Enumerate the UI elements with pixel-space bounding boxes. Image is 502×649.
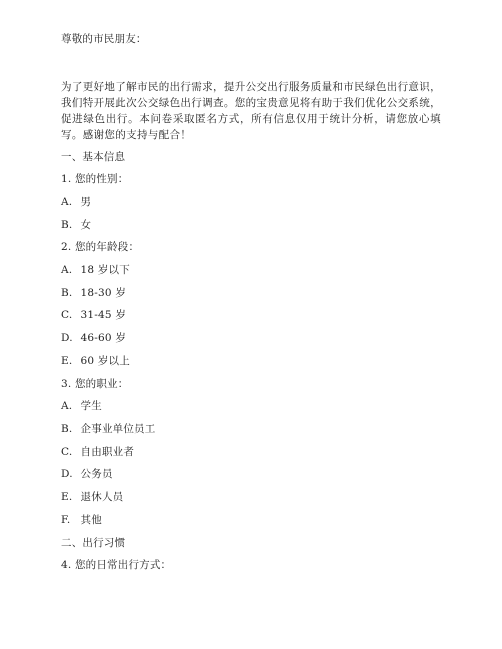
- option-letter: B.: [61, 219, 73, 231]
- question-3-option-c: [61, 445, 134, 459]
- question-1-title: 1. 您的性别：: [61, 173, 129, 185]
- section-heading-basic-info: 一、基本信息: [61, 151, 126, 163]
- option-text: 公务员: [80, 468, 113, 480]
- option-letter: E.: [61, 491, 73, 503]
- question-3-title: 3. 您的职业：: [61, 378, 129, 390]
- option-text: 退休人员: [80, 491, 124, 503]
- option-letter: E.: [61, 355, 73, 367]
- option-letter: A.: [61, 400, 73, 412]
- question-4-title: 4. 您的日常出行方式：: [61, 559, 172, 571]
- option-text: 31-45 岁: [80, 309, 127, 321]
- question-2-option-a: [61, 263, 130, 277]
- option-text: 男: [80, 196, 92, 208]
- option-text: 18 岁以下: [80, 264, 130, 276]
- section-heading-travel-habits: 二、出行习惯: [61, 537, 126, 549]
- option-letter: A.: [61, 196, 73, 208]
- option-letter: C.: [61, 309, 73, 321]
- option-letter: C.: [61, 446, 73, 458]
- question-3-option-f: [61, 513, 102, 527]
- question-2-option-c: [61, 308, 126, 322]
- option-letter: D.: [61, 332, 73, 344]
- option-letter: F.: [61, 514, 71, 526]
- option-letter: B.: [61, 423, 73, 435]
- option-letter: B.: [61, 287, 73, 299]
- question-3-option-a: [61, 399, 102, 413]
- option-letter: A.: [61, 264, 73, 276]
- option-text: 18-30 岁: [80, 287, 127, 299]
- question-1-option-a: [61, 195, 91, 209]
- question-2-option-d: [61, 331, 126, 345]
- question-2-option-e: [61, 354, 130, 368]
- option-text: 学生: [80, 400, 102, 412]
- question-2-title: 2. 您的年龄段：: [61, 241, 140, 253]
- question-3-option-e: [61, 490, 123, 504]
- option-text: 女: [80, 219, 92, 231]
- intro-paragraph: 为了更好地了解市民的出行需求，提升公交出行服务质量和市民绿色出行意识，我们特开展此次公交绿色出行调查。您的宝贵意见将有助于我们优化公交系统，促进绿色出行。本问卷采取匿名方式，所有信息仅用于统计分析，请您放心填写。感谢您的支持与配合！: [61, 81, 441, 141]
- option-text: 60 岁以上: [80, 355, 130, 367]
- option-text: 其他: [80, 514, 102, 526]
- option-text: 企事业单位员工: [80, 423, 156, 435]
- greeting: 尊敬的市民朋友：: [61, 33, 147, 45]
- option-text: 46-60 岁: [80, 332, 127, 344]
- option-letter: D.: [61, 468, 73, 480]
- question-2-option-b: [61, 286, 126, 300]
- option-text: 自由职业者: [80, 446, 135, 458]
- question-3-option-d: [61, 467, 113, 481]
- question-3-option-b: [61, 422, 155, 436]
- question-1-option-b: [61, 218, 91, 232]
